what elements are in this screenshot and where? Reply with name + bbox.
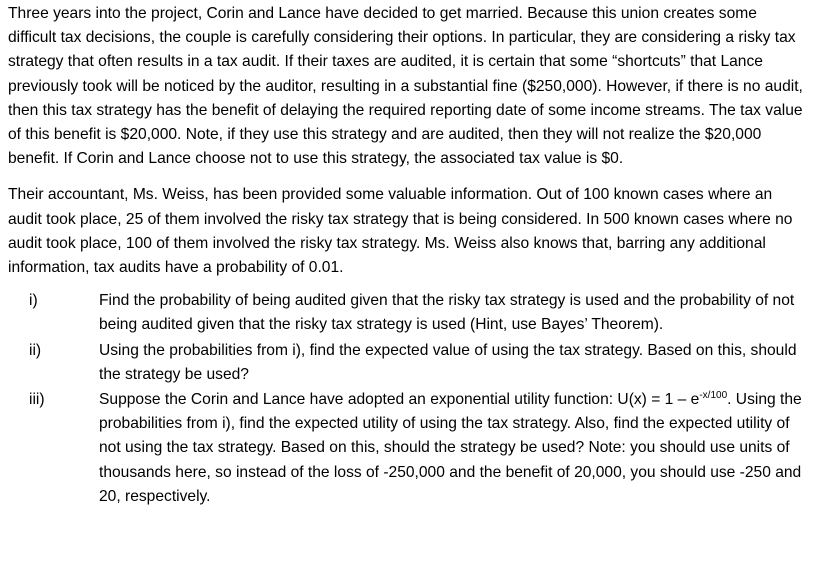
- question-text: Find the probability of being audited given that the risky tax strategy is used and the probability of not being audited given that the risky tax strategy is used (Hint, use Bayes’ Theorem).: [99, 292, 795, 334]
- question-item-1: [8, 289, 806, 337]
- question-item-2: [8, 339, 806, 387]
- question-marker: ii): [29, 341, 42, 359]
- question-list: [8, 289, 806, 509]
- problem-intro-paragraph: Three years into the project, Corin and Lance have decided to get married. Because this union creates some difficult tax decisions, the couple is carefully considering their options. In particular, they are considering a risky tax strategy that often results in a tax audit. If their taxes are audited, it is certain that some “shortcuts” that Lance previously took will be noticed by the auditor, resulting in a substantial fine ($250,000). However, if there is no audit, then this tax strategy has the benefit of delaying the required reporting date of some income streams. The tax value of this benefit is $20,000. Note, if they use this strategy and are audited, then they will not realize the $20,000 benefit. If Corin and Lance choose not to use this strategy, the associated tax value is $0.: [8, 5, 803, 168]
- question-text-before-exponent: Suppose the Corin and Lance have adopted an exponential utility function: U(x) = 1 – e: [99, 391, 700, 409]
- question-marker: i): [29, 292, 38, 310]
- question-text-after-exponent: . Using the probabilities from i), find the expected utility of using the tax strategy. Also, find the expected utility of not using the tax strategy. Based on this, should the strategy be used? Note: you should use units of thousands here, so instead of the loss of -250,000 and the benefit of 20,000, you should use -250 and 20, respectively.: [99, 391, 802, 505]
- question-text: Using the probabilities from i), find the expected value of using the tax strategy. Based on this, should the strategy be used?: [99, 341, 797, 383]
- question-item-3: [8, 388, 806, 509]
- accountant-info-paragraph: Their accountant, Ms. Weiss, has been provided some valuable information. Out of 100 known cases where an audit took place, 25 of them involved the risky tax strategy that is being considered. In 500 known cases where no audit took place, 100 of them involved the risky tax strategy. Ms. Weiss also knows that, barring any additional information, tax audits have a probability of 0.01.: [8, 186, 793, 277]
- utility-exponent: -x/100: [699, 390, 728, 402]
- question-marker: iii): [29, 391, 45, 409]
